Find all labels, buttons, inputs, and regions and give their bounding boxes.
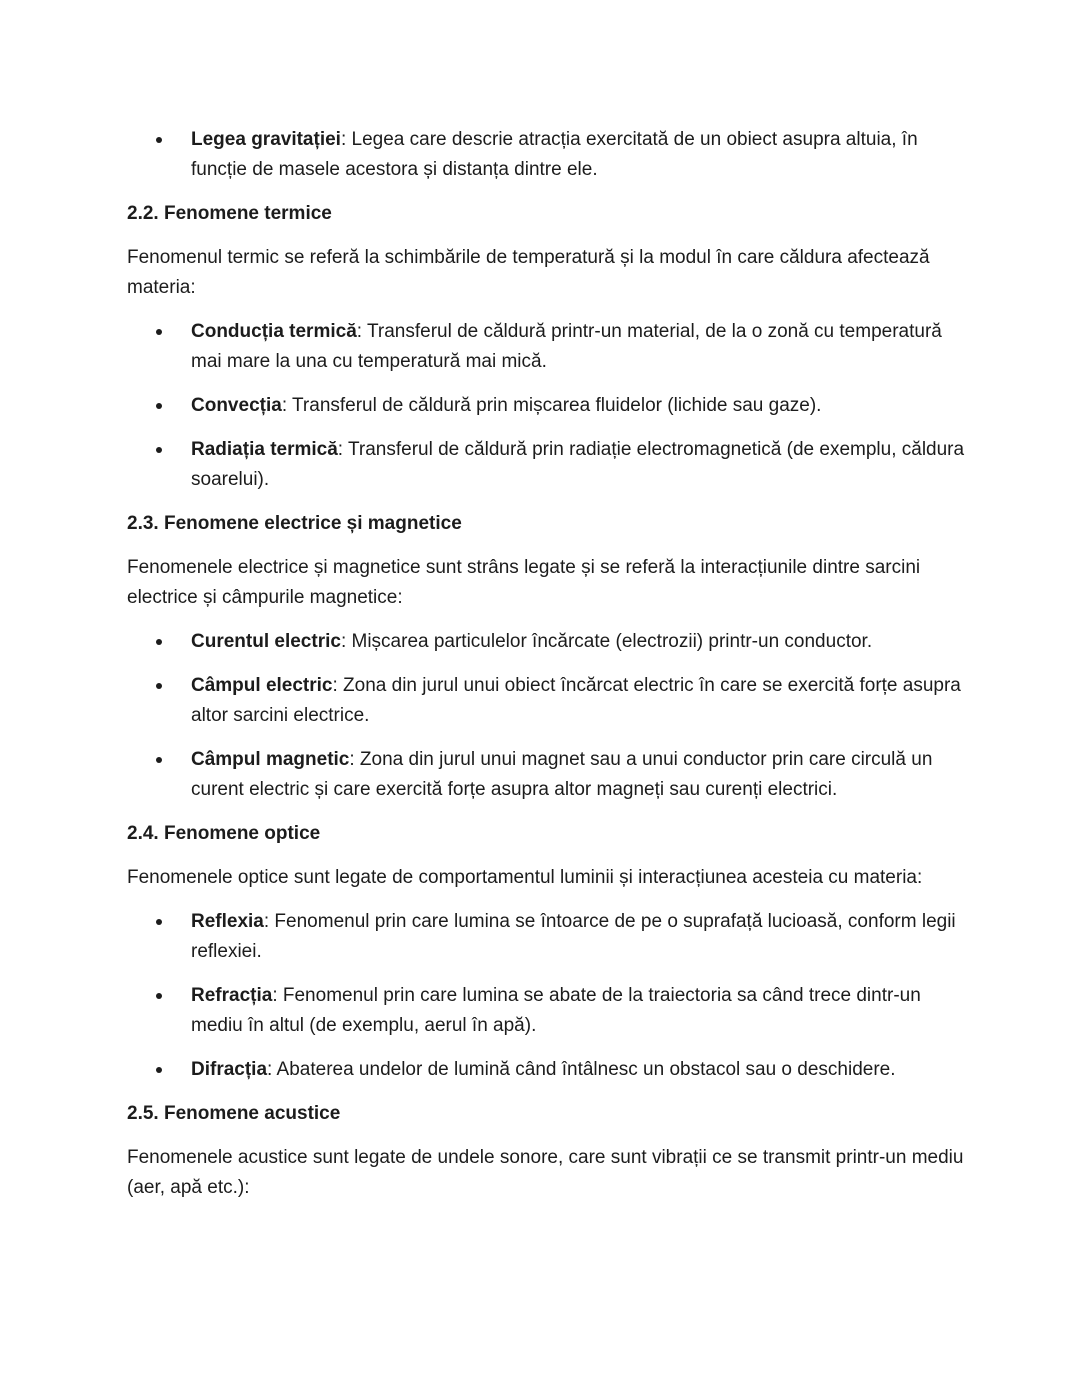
item-term: Refracția <box>191 985 273 1006</box>
section-list <box>127 907 967 1085</box>
section-paragraph: Fenomenul termic se referă la schimbările de temperatură și la modul în care căldura afectează materia: <box>127 247 930 298</box>
section-list <box>127 317 967 495</box>
list-item <box>127 627 967 657</box>
bullet-icon <box>156 919 162 925</box>
item-term: Curentul electric <box>191 631 341 652</box>
item-description: : Transferul de căldură prin mișcarea fluidelor (lichide sau gaze). <box>281 395 822 416</box>
section-heading: 2.2. Fenomene termice <box>127 203 332 224</box>
item-term: Radiația termică <box>191 439 338 460</box>
item-term: Conducția termică <box>191 321 357 342</box>
item-description: : Abaterea undelor de lumină când întâlnesc un obstacol sau o deschidere. <box>267 1059 896 1080</box>
item-term: Legea gravitației <box>191 129 341 150</box>
item-term: Câmpul electric <box>191 675 333 696</box>
item-description: : Fenomenul prin care lumina se abate de la traiectoria sa când trece dintr-un mediu în altul (de exemplu, aerul în apă). <box>191 985 921 1036</box>
bullet-icon <box>156 993 162 999</box>
bullet-icon <box>156 137 162 143</box>
item-description: : Transferul de căldură printr-un material, de la o zonă cu temperatură mai mare la una cu temperatură mai mică. <box>191 321 942 372</box>
item-description: : Legea care descrie atracția exercitată de un obiect asupra altuia, în funcție de masele acestora și distanța dintre ele. <box>191 129 918 180</box>
list-item <box>127 671 967 731</box>
section-list <box>127 627 967 805</box>
item-term: Reflexia <box>191 911 264 932</box>
list-item <box>127 981 967 1041</box>
bullet-icon <box>156 329 162 335</box>
item-description: : Mișcarea particulelor încărcate (electrozii) printr-un conductor. <box>340 631 873 652</box>
item-description: : Zona din jurul unui obiect încărcat electric în care se exercită forțe asupra altor sarcini electrice. <box>191 675 961 726</box>
list-item <box>127 435 967 495</box>
bullet-icon <box>156 683 162 689</box>
list-item <box>127 907 967 967</box>
list-item <box>127 745 967 805</box>
bullet-icon <box>156 1067 162 1073</box>
item-term: Câmpul magnetic <box>191 749 350 770</box>
document-content <box>127 125 967 1203</box>
bullet-icon <box>156 403 162 409</box>
item-description: : Fenomenul prin care lumina se întoarce de pe o suprafață lucioasă, conform legii reflexiei. <box>191 911 956 962</box>
bullet-icon <box>156 757 162 763</box>
bullet-icon <box>156 447 162 453</box>
item-term: Convecția <box>191 395 282 416</box>
section-paragraph: Fenomenele acustice sunt legate de undele sonore, care sunt vibrații ce se transmit printr-un mediu (aer, apă etc.): <box>127 1147 964 1198</box>
item-description: : Zona din jurul unui magnet sau a unui conductor prin care circulă un curent electric și care exercită forțe asupra altor magneți sau curenți electrici. <box>191 749 933 800</box>
section-paragraph: Fenomenele electrice și magnetice sunt strâns legate și se referă la interacțiunile dintre sarcini electrice și câmpurile magnetice: <box>127 557 921 608</box>
section-heading: 2.5. Fenomene acustice <box>127 1103 341 1124</box>
item-term: Difracția <box>191 1059 268 1080</box>
item-description: : Transferul de căldură prin radiație electromagnetică (de exemplu, căldura soarelui). <box>191 439 965 490</box>
section-paragraph: Fenomenele optice sunt legate de comportamentul luminii și interacțiunea acesteia cu materia: <box>127 867 923 888</box>
intro-list <box>127 125 967 185</box>
list-item <box>127 317 967 377</box>
section-heading: 2.4. Fenomene optice <box>127 823 321 844</box>
list-item <box>127 391 967 421</box>
bullet-icon <box>156 639 162 645</box>
list-item <box>127 1055 967 1085</box>
section-heading: 2.3. Fenomene electrice și magnetice <box>127 513 462 534</box>
list-item <box>127 125 967 185</box>
